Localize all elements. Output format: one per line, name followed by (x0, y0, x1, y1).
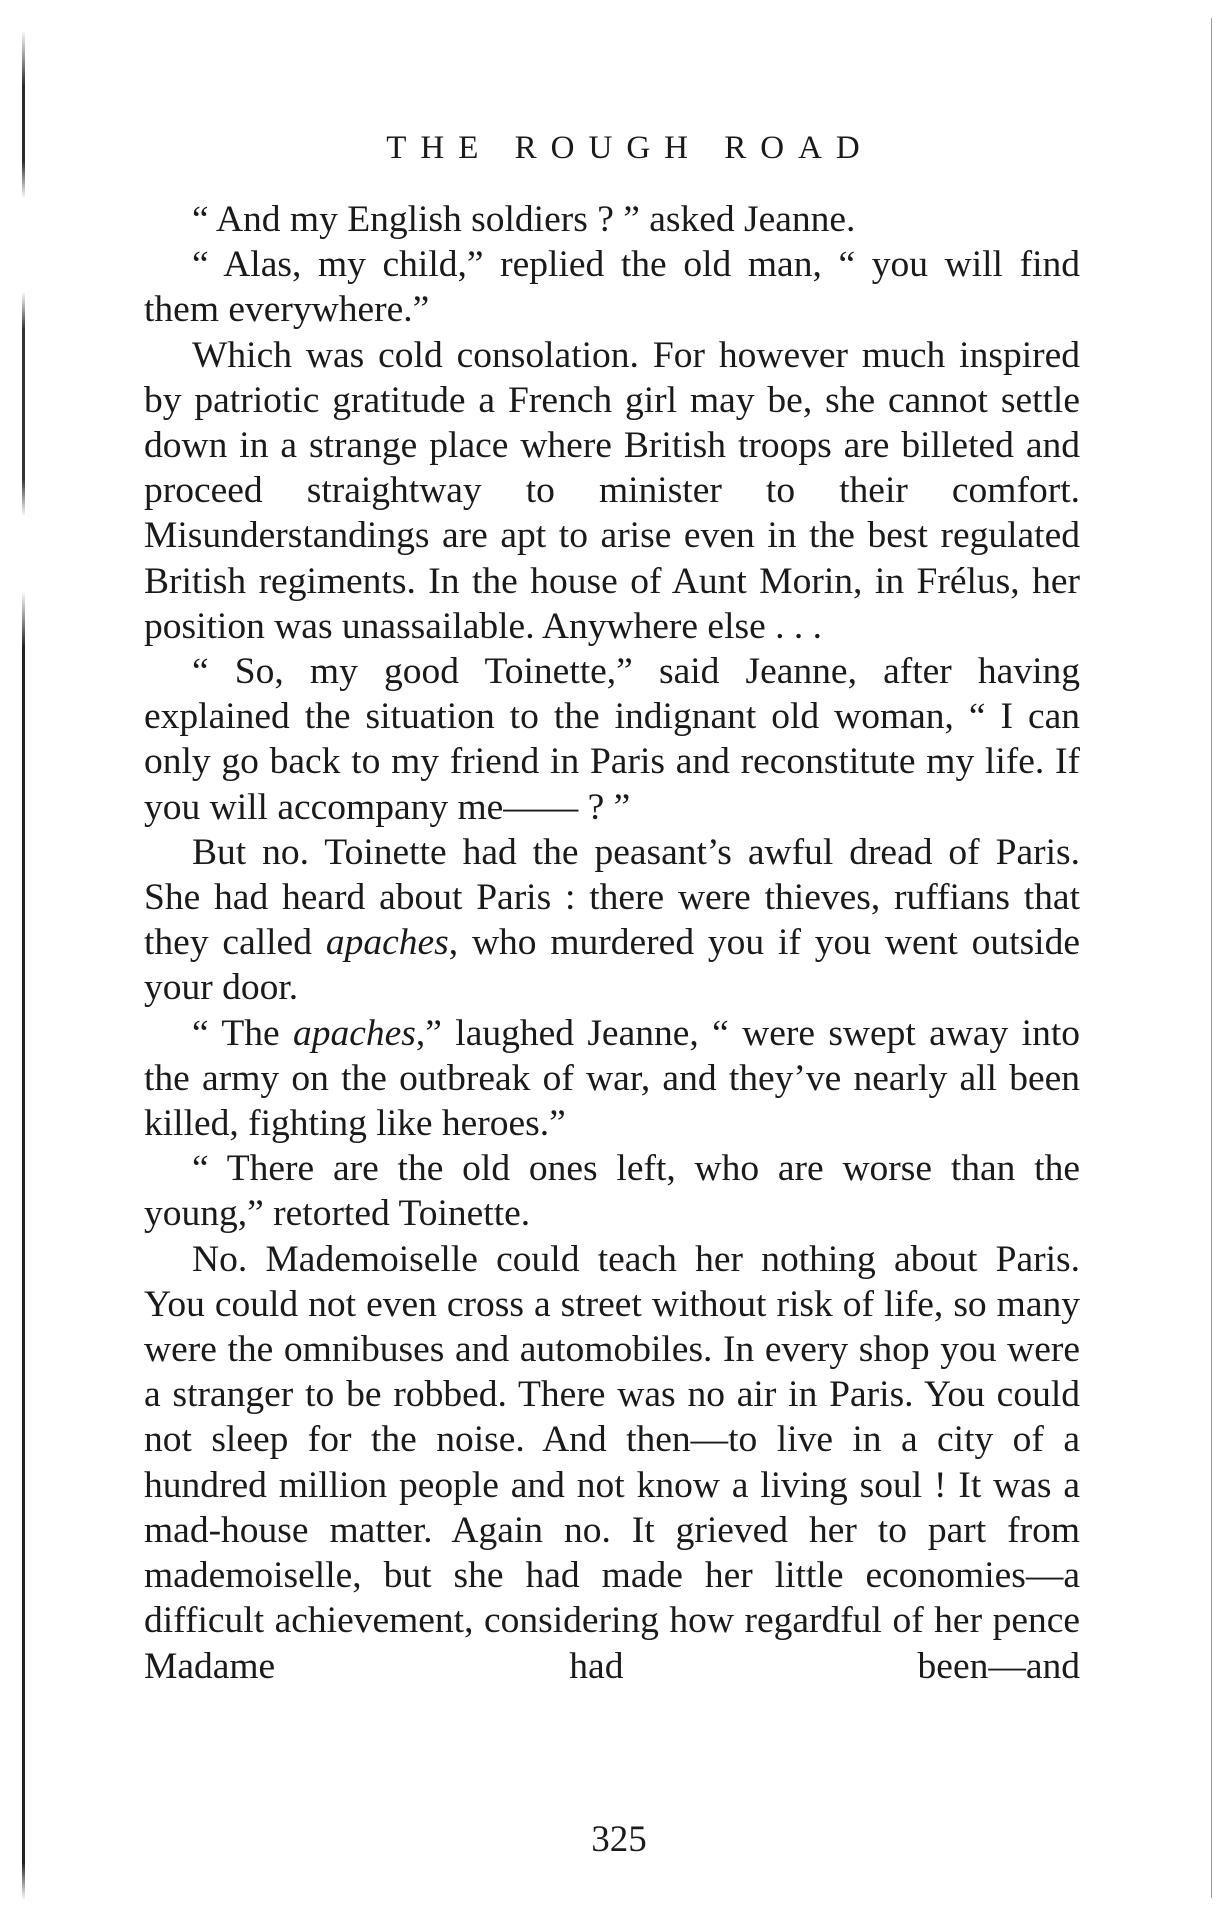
text-run: “ Alas, my child,” replied the old man, “ you will find them everywhere.” (144, 244, 1080, 331)
text-run: “ The (192, 1012, 293, 1054)
paragraph (144, 649, 1080, 830)
running-head: THE ROUGH ROAD (386, 130, 874, 166)
page-gutter-shadow (22, 30, 25, 1900)
text-run: “ And my English soldiers ? ” asked Jeanne. (192, 199, 856, 240)
paragraph (144, 197, 1080, 242)
paragraph (144, 830, 1080, 1011)
italic-text: apaches (325, 922, 449, 964)
text-run: , who murdered you if you went outside your door. (144, 922, 1080, 1009)
paragraph (144, 333, 1080, 649)
text-run: “ So, my good Toinette,” said Jeanne, after having explained the situation to the indignant old woman, “ I can only go back to my friend in Paris and reconstitute my life. If you will accompany me—— ? ” (144, 651, 1080, 828)
paragraph (144, 1011, 1080, 1147)
page-edge-line (1211, 18, 1212, 1898)
text-run: “ There are the old ones left, who are worse than the young,” retorted Toinette. (144, 1148, 1080, 1235)
text-run: No. Mademoiselle could teach her nothing about Paris. You could not even cross a street without risk of life, so many were the omnibuses and automobiles. In every shop you were a stranger to be robbed. There was no air in Paris. You could not sleep for the noise. And then—to live in a city of a hundred million people and not know a living soul ! It was a mad-house matter. Again no. It grieved her to part from mademoiselle, but she had made her little economies—a difficult achievement, considering how regardful of her pence Madame had been—and (144, 1238, 1080, 1687)
page-number: 325 (591, 1819, 647, 1860)
text-run: Which was cold consolation. For however much inspired by patriotic gratitude a French girl may be, she cannot settle down in a strange place where British troops are billeted and proceed straightway to minister to their comfort. Misunderstandings are apt to arise even in the best regulated British regiments. In the house of Aunt Morin, in Frélus, her position was unassailable. Anywhere else . . . (144, 334, 1080, 647)
paragraph (144, 1146, 1080, 1236)
paragraph (144, 242, 1080, 332)
text-run: ,” laughed Jeanne, “ were swept away into the army on the outbreak of war, and they’ve nearly all been killed, fighting like heroes.” (144, 1012, 1080, 1145)
body-text (144, 197, 1080, 1689)
italic-text: apaches (293, 1012, 416, 1054)
text-run: But no. Toinette had the peasant’s awful dread of Paris. She had heard about Paris : there were thieves, ruffians that they called (144, 831, 1080, 964)
paragraph (144, 1237, 1080, 1689)
